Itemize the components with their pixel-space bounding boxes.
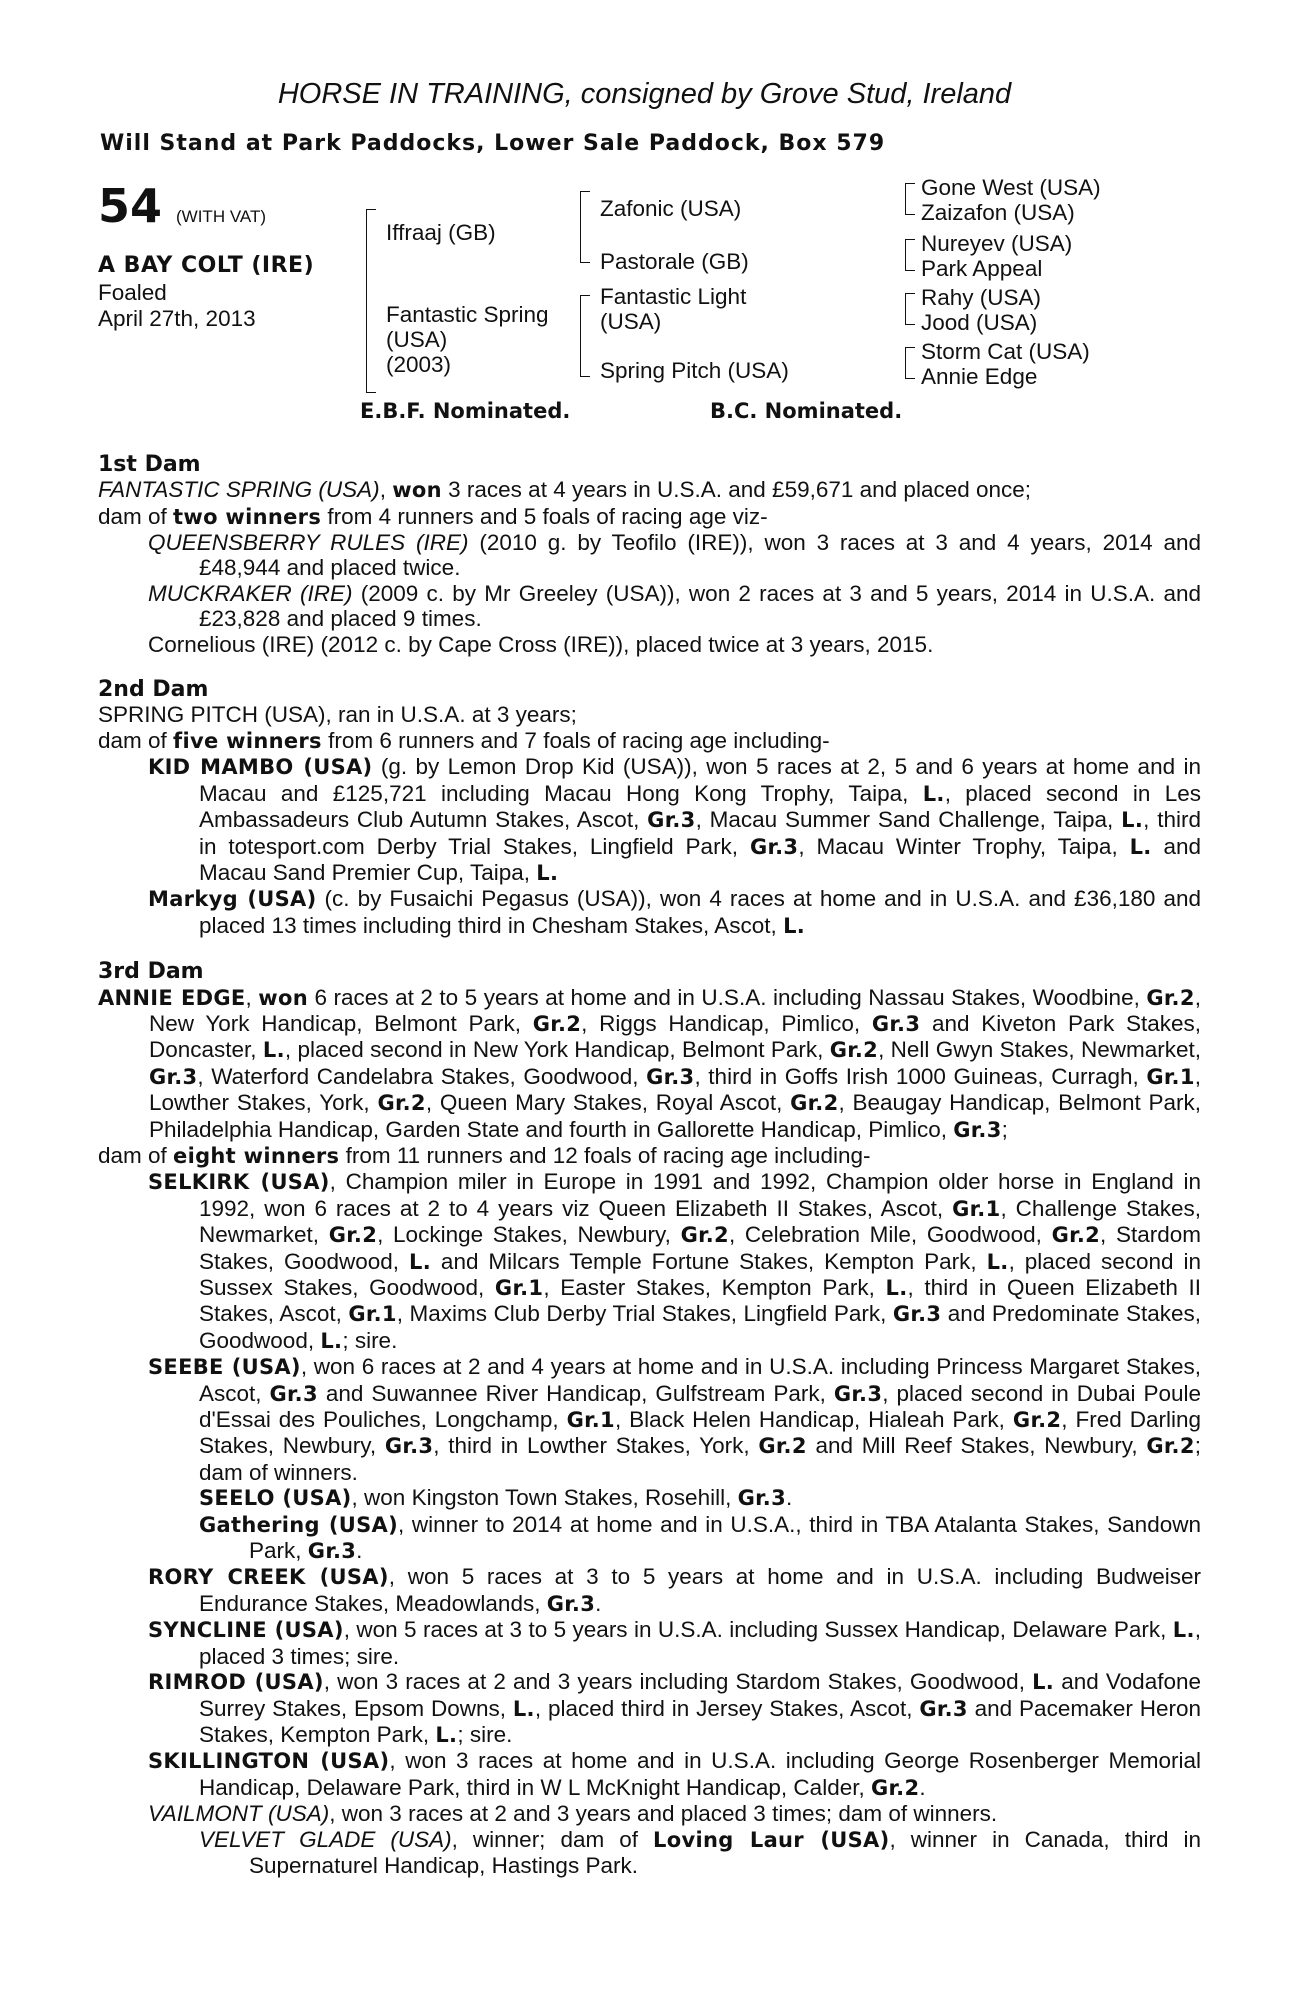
gen3-ddd: Annie Edge	[921, 363, 1038, 389]
sire-name: Iffraaj (GB)	[386, 219, 496, 245]
gen3-dsd: Jood (USA)	[921, 309, 1038, 335]
gen3-sds: Nureyev (USA)	[921, 230, 1073, 256]
produce-entry: Cornelious (IRE) (2012 c. by Cape Cross (IRE)), placed twice at 3 years, 2015.	[148, 631, 934, 657]
gen3-dss: Rahy (USA)	[921, 284, 1042, 310]
third-dam-record: ANNIE EDGE, won 6 races at 2 to 5 years at home and in U.S.A. including Nassau Stakes, Woodbine, Gr.2, New York Handicap, Belmont Park, Gr.2, Riggs Handicap, Pimlico, Gr.3 and Kiveton Park Stakes, Doncaster, L., placed second in New York Handicap, Belmont Park, Gr.2, Nell Gwyn Stakes, Newmarket, Gr.3, Waterford Candelabra Stakes, Goodwood, Gr.3, third in Goffs Irish 1000 Guineas, Curragh, Gr.1, Lowther Stakes, York, Gr.2, Queen Mary Stakes, Royal Ascot, Gr.2, Beaugay Handicap, Belmont Park, Philadelphia Handicap, Garden State and fourth in Gallorette Handicap, Pimlico, Gr.3;	[98, 984, 1202, 1142]
stand-location: Will Stand at Park Paddocks, Lower Sale Paddock, Box 579	[100, 131, 886, 157]
vat-note: (WITH VAT)	[176, 206, 267, 226]
dams-sire-origin: (USA)	[600, 308, 662, 334]
gen3-ssd: Zaizafon (USA)	[921, 199, 1075, 225]
pedigree-brace	[580, 295, 590, 377]
lot-number: 54	[98, 178, 163, 233]
foaled-label: Foaled	[98, 279, 167, 305]
produce-entry: QUEENSBERRY RULES (IRE) (2010 g. by Teofilo (IRE)), won 3 races at 3 and 4 years, 2014 and £48,944 and placed twice.	[148, 530, 1201, 581]
foaled-date: April 27th, 2013	[98, 305, 256, 331]
pedigree-brace	[905, 183, 915, 215]
bc-nomination: B.C. Nominated.	[710, 398, 903, 423]
dam-origin: (USA)	[386, 326, 448, 352]
first-dam-section	[98, 477, 1201, 657]
pedigree-brace	[905, 293, 915, 325]
produce-entry: SELKIRK (USA), Champion miler in Europe in 1991 and 1992, Champion older horse in England in 1992, won 6 races at 2 to 4 years viz Queen Elizabeth II Stakes, Ascot, Gr.1, Challenge Stakes, Newmarket, Gr.2, Lockinge Stakes, Newbury, Gr.2, Celebration Mile, Goodwood, Gr.2, Stardom Stakes, Goodwood, L. and Milcars Temple Fortune Stakes, Kempton Park, L., placed second in Sussex Stakes, Goodwood, Gr.1, Easter Stakes, Kempton Park, L., third in Queen Elizabeth II Stakes, Ascot, Gr.1, Maxims Club Derby Trial Stakes, Lingfield Park, Gr.3 and Predominate Stakes, Goodwood, L.; sire.	[148, 1169, 1202, 1353]
consignor-title: HORSE IN TRAINING, consigned by Grove Stud, Ireland	[277, 78, 1012, 110]
ebf-nomination: E.B.F. Nominated.	[360, 398, 571, 423]
horse-name: A BAY COLT (IRE)	[98, 252, 315, 278]
first-dam-record: FANTASTIC SPRING (USA), won 3 races at 4 years in U.S.A. and £59,671 and placed once;	[98, 477, 1032, 503]
catalogue-page	[98, 78, 1202, 1878]
produce-entry: SKILLINGTON (USA), won 3 races at home and in U.S.A. including George Rosenberger Memorial Handicap, Delaware Park, third in W L McKnight Handicap, Calder, Gr.2.	[148, 1748, 1201, 1800]
dam-year: (2003)	[386, 351, 452, 377]
third-dam-produce-summary: dam of eight winners from 11 runners and 12 foals of racing age including-	[98, 1142, 871, 1168]
first-dam-heading: 1st Dam	[98, 451, 201, 477]
grand-produce-entry: VELVET GLADE (USA), winner; dam of Loving Laur (USA), winner in Canada, third in Supernaturel Handicap, Hastings Park.	[199, 1826, 1201, 1878]
pedigree-brace	[580, 191, 590, 263]
produce-entry: MUCKRAKER (IRE) (2009 c. by Mr Greeley (USA)), won 2 races at 3 and 5 years, 2014 in U.S.A. and £23,828 and placed 9 times.	[148, 580, 1201, 632]
produce-entry: RORY CREEK (USA), won 5 races at 3 to 5 years at home and in U.S.A. including Budweiser Endurance Stakes, Meadowlands, Gr.3.	[148, 1564, 1202, 1616]
sires-sire: Zafonic (USA)	[600, 195, 742, 221]
second-dam-record: SPRING PITCH (USA), ran in U.S.A. at 3 years;	[98, 702, 577, 728]
pedigree-brace	[905, 347, 915, 379]
second-dam-section	[98, 702, 1201, 939]
produce-entry: SEEBE (USA), won 6 races at 2 and 4 years at home and in U.S.A. including Princess Margaret Stakes, Ascot, Gr.3 and Suwannee River Handicap, Gulfstream Park, Gr.3, placed second in Dubai Poule d'Essai des Pouliches, Longchamp, Gr.1, Black Helen Handicap, Hialeah Park, Gr.2, Fred Darling Stakes, Newbury, Gr.3, third in Lowther Stakes, York, Gr.2 and Mill Reef Stakes, Newbury, Gr.2; dam of winners.	[148, 1354, 1202, 1485]
second-dam-heading: 2nd Dam	[98, 677, 209, 703]
dam-name: Fantastic Spring	[386, 301, 549, 327]
gen3-sdd: Park Appeal	[921, 255, 1043, 281]
dams-dam: Spring Pitch (USA)	[600, 357, 789, 383]
pedigree-brace	[905, 239, 915, 271]
third-dam-heading: 3rd Dam	[98, 959, 204, 985]
grand-produce-entry: SEELO (USA), won Kingston Town Stakes, Rosehill, Gr.3.	[199, 1485, 793, 1511]
produce-entry: KID MAMBO (USA) (g. by Lemon Drop Kid (USA)), won 5 races at 2, 5 and 6 years at home and in Macau and £125,721 including Macau Hong Kong Trophy, Taipa, L., placed second in Les Ambassadeurs Club Autumn Stakes, Ascot, Gr.3, Macau Summer Sand Challenge, Taipa, L., third in totesport.com Derby Trial Stakes, Lingfield Park, Gr.3, Macau Winter Trophy, Taipa, L. and Macau Sand Premier Cup, Taipa, L.	[148, 754, 1201, 885]
pedigree-block	[98, 174, 1201, 432]
second-dam-produce-summary: dam of five winners from 6 runners and 7 foals of racing age including-	[98, 727, 830, 753]
third-dam-section	[98, 985, 1201, 1879]
first-dam-produce-summary: dam of two winners from 4 runners and 5 foals of racing age viz-	[98, 503, 768, 529]
grand-produce-entry: Gathering (USA), winner to 2014 at home and in U.S.A., third in TBA Atalanta Stakes, Sandown Park, Gr.3.	[199, 1511, 1201, 1564]
gen3-dds: Storm Cat (USA)	[921, 338, 1090, 364]
produce-entry: SYNCLINE (USA), won 5 races at 3 to 5 years in U.S.A. including Sussex Handicap, Delaware Park, L., placed 3 times; sire.	[148, 1617, 1201, 1669]
gen3-sss: Gone West (USA)	[921, 174, 1101, 200]
produce-entry: VAILMONT (USA), won 3 races at 2 and 3 years and placed 3 times; dam of winners.	[148, 1801, 998, 1827]
pedigree-brace	[366, 209, 376, 393]
sires-dam: Pastorale (GB)	[600, 248, 749, 274]
produce-entry: Markyg (USA) (c. by Fusaichi Pegasus (USA)), won 4 races at home and in U.S.A. and £36,180 and placed 13 times including third in Chesham Stakes, Ascot, L.	[148, 886, 1201, 938]
produce-entry: RIMROD (USA), won 3 races at 2 and 3 years including Stardom Stakes, Goodwood, L. and Vodafone Surrey Stakes, Epsom Downs, L., placed third in Jersey Stakes, Ascot, Gr.3 and Pacemaker Heron Stakes, Kempton Park, L.; sire.	[148, 1669, 1202, 1747]
dams-sire: Fantastic Light	[600, 283, 747, 309]
